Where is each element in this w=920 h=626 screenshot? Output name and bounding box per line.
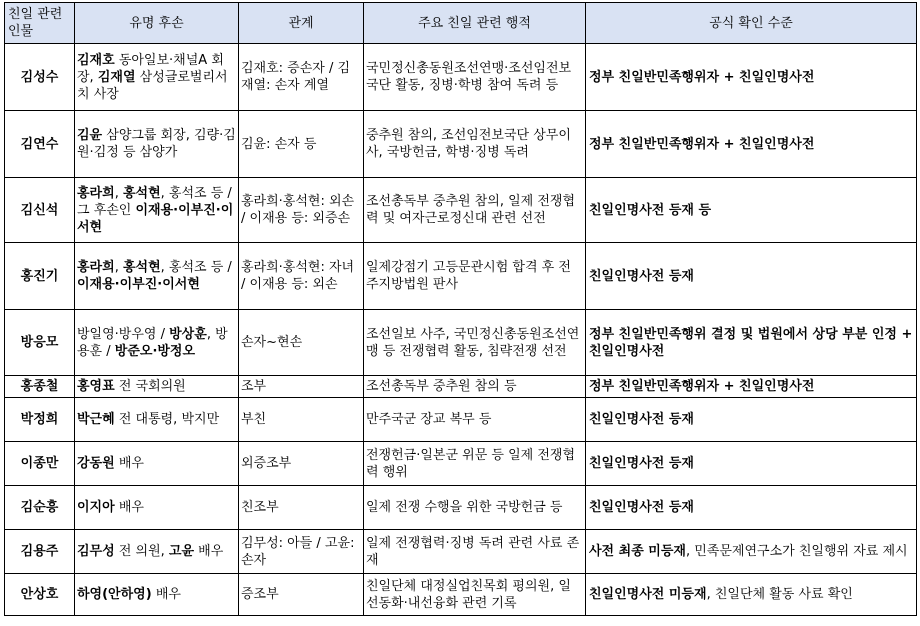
relation-cell: 증조부 [239, 574, 364, 616]
text-run: 친일인명사전 등재 등 [589, 202, 712, 218]
confirmation-level-cell [586, 243, 917, 310]
text-run: 친일인명사전 등재 [589, 412, 694, 427]
relation-cell: 손자~현손 [239, 310, 364, 376]
table-row [5, 111, 917, 178]
relation-cell: 홍라희·홍석현: 자녀 / 이재용 등: 외손 [239, 243, 364, 310]
descendants-cell [75, 111, 239, 178]
text-run: 이재용·이부진·이서현 [77, 202, 234, 235]
relation-cell: 외증조부 [239, 442, 364, 486]
table-row [5, 442, 917, 486]
text-run: 방일영·방우영 / [77, 326, 170, 342]
table-row [5, 178, 917, 243]
text-run: 사전 최종 미등재 [589, 544, 686, 559]
acts-cell: 만주국군 장교 복무 등 [364, 398, 586, 442]
person-name-cell: 김용주 [5, 530, 75, 574]
descendants-cell [75, 178, 239, 243]
text-run: , 친일단체 활동 사료 확인 [706, 587, 853, 602]
person-name-cell: 김신석 [5, 178, 75, 243]
table-row [5, 376, 917, 398]
confirmation-level-cell [586, 574, 917, 616]
text-run: , 방용훈 / [77, 326, 228, 359]
table-row [5, 398, 917, 442]
acts-cell: 친일단체 대정실업친목회 평의원, 일선동화·내선융화 관련 기록 [364, 574, 586, 616]
table-row [5, 243, 917, 310]
text-run: 정부 친일반민족행위 결정 및 법원에서 상당 부분 인정 + 친일인명사전 [589, 326, 913, 359]
text-run: , [114, 260, 123, 275]
text-run: , 홍석조 등 / [160, 260, 232, 275]
text-run: 홍영표 [77, 379, 115, 394]
header-person: 친일 관련 인물 [5, 3, 75, 44]
text-run: 홍석현 [122, 260, 161, 275]
text-run: 고윤 [168, 544, 195, 559]
header-acts: 주요 친일 관련 행적 [364, 3, 586, 44]
table-row [5, 530, 917, 574]
text-run: 배우 [194, 544, 224, 559]
text-run: 홍석현 [122, 185, 161, 201]
text-run: 하영(안하영) [77, 587, 152, 602]
descendants-cell [75, 44, 239, 111]
text-run: 김무성 [77, 544, 115, 559]
descendants-cell [75, 398, 239, 442]
header-descendants: 유명 후손 [75, 3, 239, 44]
text-run: 전 대통령, 박지만 [114, 412, 220, 427]
text-run: 강동원 [77, 456, 115, 471]
acts-cell: 일제 전쟁 수행을 위한 국방헌금 등 [364, 486, 586, 530]
text-run: 전 의원, [114, 544, 169, 559]
descendants-cell [75, 442, 239, 486]
text-run: 친일인명사전 등재 [589, 500, 694, 515]
text-run: 김재호 [77, 52, 115, 68]
acts-cell: 전쟁헌금·일본군 위문 등 일제 전쟁협력 행위 [364, 442, 586, 486]
text-run: 동아일보·채널A 회장, [77, 52, 224, 85]
relation-cell: 김무성: 아들 / 고윤: 손자 [239, 530, 364, 574]
descendants-cell [75, 486, 239, 530]
confirmation-level-cell [586, 111, 917, 178]
text-run: 친일인명사전 등재 [589, 268, 694, 284]
text-run: 이지아 [77, 500, 115, 515]
acts-cell: 국민정신총동원조선연맹·조선임전보국단 활동, 징병·학병 참여 독려 등 [364, 44, 586, 111]
text-run: 친일인명사전 미등재 [589, 587, 707, 602]
confirmation-level-cell [586, 44, 917, 111]
relation-cell: 친조부 [239, 486, 364, 530]
person-name-cell: 홍진기 [5, 243, 75, 310]
table-row [5, 310, 917, 376]
acts-cell: 조선총독부 중추원 참의, 일제 전쟁협력 및 여자근로정신대 관련 선전 [364, 178, 586, 243]
confirmation-level-cell [586, 310, 917, 376]
text-run: 방준오·방정오 [114, 343, 196, 359]
confirmation-level-cell [586, 376, 917, 398]
text-run: , [114, 185, 123, 201]
relation-cell: 조부 [239, 376, 364, 398]
relation-cell: 김재호: 증손자 / 김재열: 손자 계열 [239, 44, 364, 111]
text-run: 정부 친일반민족행위자 + 친일인명사전 [589, 136, 815, 152]
text-run: , 민족문제연구소가 친일행위 자료 제시 [685, 544, 908, 559]
confirmation-level-cell [586, 442, 917, 486]
person-name-cell: 김순흥 [5, 486, 75, 530]
person-name-cell: 박정희 [5, 398, 75, 442]
person-name-cell: 김연수 [5, 111, 75, 178]
text-run: 배우 [114, 500, 144, 515]
text-run: 친일인명사전 등재 [589, 456, 694, 471]
descendants-cell [75, 574, 239, 616]
table-row [5, 486, 917, 530]
relation-cell: 김윤: 손자 등 [239, 111, 364, 178]
table-row [5, 574, 917, 616]
acts-cell: 조선일보 사주, 국민정신총동원조선연맹 등 전쟁협력 활동, 침략전쟁 선전 [364, 310, 586, 376]
text-run: 이재용·이부진·이서현 [77, 277, 200, 292]
relation-cell: 홍라희·홍석현: 외손 / 이재용 등: 외증손 [239, 178, 364, 243]
descendants-cell [75, 376, 239, 398]
confirmation-level-cell [586, 398, 917, 442]
header-relation: 관계 [239, 3, 364, 44]
table-body [5, 44, 917, 616]
text-run: 김재열 [97, 69, 136, 85]
person-name-cell: 홍종철 [5, 376, 75, 398]
person-name-cell: 이종만 [5, 442, 75, 486]
text-run: 홍라희 [77, 260, 115, 275]
table-header-row [5, 3, 917, 44]
person-name-cell: 김성수 [5, 44, 75, 111]
text-run: 배우 [114, 456, 144, 471]
descendants-table [4, 2, 917, 616]
text-run: 박근혜 [77, 412, 115, 427]
confirmation-level-cell [586, 486, 917, 530]
descendants-cell [75, 243, 239, 310]
text-run: 전 국회의원 [114, 379, 186, 394]
descendants-cell [75, 310, 239, 376]
header-level: 공식 확인 수준 [586, 3, 917, 44]
acts-cell: 일제 전쟁협력·징병 독려 관련 사료 존재 [364, 530, 586, 574]
text-run: , 홍석조 등 / 그 후손인 [77, 185, 232, 218]
text-run: 삼성글로벌리서치 사장 [77, 69, 228, 102]
person-name-cell: 안상호 [5, 574, 75, 616]
descendants-cell [75, 530, 239, 574]
confirmation-level-cell [586, 178, 917, 243]
acts-cell: 중추원 참의, 조선임전보국단 상무이사, 국방헌금, 학병·징병 독려 [364, 111, 586, 178]
text-run: 배우 [151, 587, 181, 602]
relation-cell: 부친 [239, 398, 364, 442]
person-name-cell: 방응모 [5, 310, 75, 376]
text-run: 방상훈 [169, 326, 207, 342]
text-run: 정부 친일반민족행위자 + 친일인명사전 [589, 379, 815, 394]
confirmation-level-cell [586, 530, 917, 574]
acts-cell: 조선총독부 중추원 참의 등 [364, 376, 586, 398]
table-row [5, 44, 917, 111]
acts-cell: 일제강점기 고등문관시험 합격 후 전주지방법원 판사 [364, 243, 586, 310]
text-run: 홍라희 [77, 185, 115, 201]
text-run: 정부 친일반민족행위자 + 친일인명사전 [589, 69, 815, 85]
text-run: 김윤 [77, 128, 103, 143]
text-run: 삼양그룹 회장, 김량·김원·김정 등 삼양가 [77, 128, 236, 160]
